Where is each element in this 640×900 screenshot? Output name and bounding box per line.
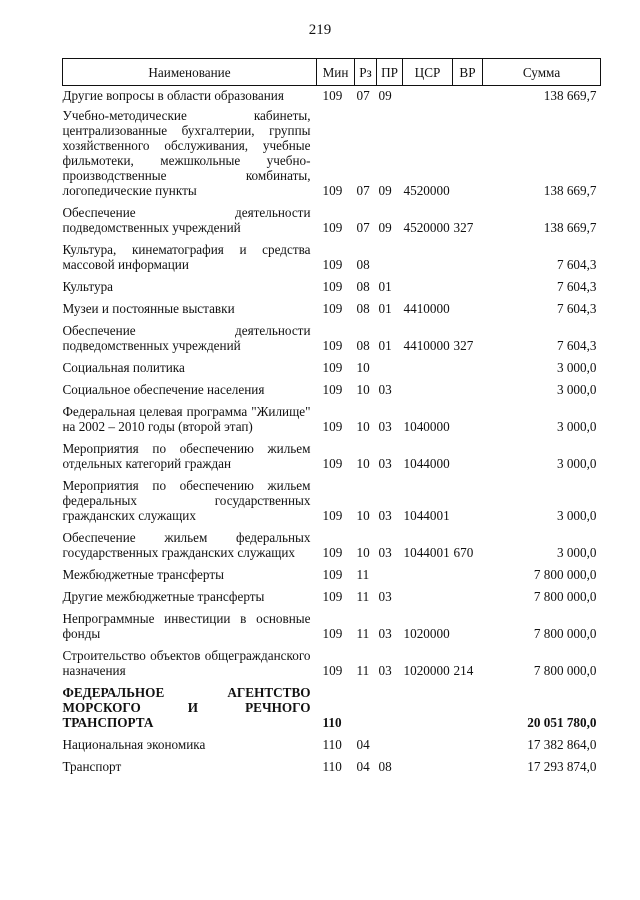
cell-vr [453,279,483,301]
cell-rz: 10 [356,508,370,523]
cell-vr: 214 [453,663,474,678]
cell-vr [453,108,483,205]
cell-min: 109 [322,545,343,560]
cell-name: Непрограммные инвестиции в основные фонды [62,611,311,641]
cell-rz: 08 [356,301,370,316]
cell-name: ФЕДЕРАЛЬНОЕ АГЕНТСТВО МОРСКОГО И РЕЧНОГО ТРАНСПОРТА [62,685,311,730]
table-row [63,301,601,323]
cell-min: 110 [322,715,342,730]
cell-csr [403,685,453,737]
cell-csr: 1044000 [403,456,450,471]
table-body [63,86,601,782]
cell-vr: 327 [453,338,474,353]
cell-min: 109 [322,220,343,235]
cell-csr [403,242,453,279]
cell-min: 109 [322,279,343,294]
cell-vr [453,478,483,530]
cell-vr: 327 [453,220,474,235]
cell-sum: 7 604,3 [556,338,597,353]
cell-rz: 10 [356,545,370,560]
cell-rz [355,685,377,737]
cell-csr [403,279,453,301]
cell-csr: 4410000 [403,338,450,353]
cell-min: 110 [322,737,342,752]
table-row [63,530,601,567]
cell-rz: 11 [356,663,370,678]
cell-min: 109 [322,257,343,272]
cell-pr: 03 [378,589,392,604]
cell-name: Учебно-методические кабинеты, централизованные бухгалтерии, группы хозяйственного обслуживания, учебные фильмотеки, межшкольные учебно-производственные комбинаты, логопедические пункты [62,108,311,198]
cell-rz: 04 [356,737,370,752]
cell-pr [377,567,403,589]
cell-name: Строительство объектов общегражданского назначения [62,648,311,678]
cell-min: 109 [322,183,343,198]
cell-pr: 01 [378,301,392,316]
table-row [63,242,601,279]
cell-rz: 07 [356,220,370,235]
cell-pr [377,242,403,279]
cell-csr: 1040000 [403,419,450,434]
cell-csr [403,382,453,404]
cell-pr: 09 [378,220,392,235]
cell-sum: 3 000,0 [556,508,597,523]
cell-pr: 03 [378,663,392,678]
cell-rz: 11 [356,589,370,604]
table-row [63,611,601,648]
cell-sum: 17 293 874,0 [527,759,597,774]
table-row [63,685,601,737]
cell-csr: 1044001 [403,545,450,560]
cell-min: 109 [322,301,343,316]
cell-min: 109 [322,88,343,103]
cell-csr: 1020000 [403,626,450,641]
cell-name: Национальная экономика [62,737,206,752]
budget-table [62,58,601,781]
cell-csr: 4520000 [403,183,450,198]
cell-name: Транспорт [62,759,122,774]
cell-sum: 7 800 000,0 [533,589,597,604]
cell-vr [453,589,483,611]
cell-vr [453,301,483,323]
cell-rz: 10 [356,382,370,397]
cell-min: 109 [322,567,343,582]
cell-csr [403,86,453,109]
cell-min: 110 [322,759,342,774]
cell-sum: 7 800 000,0 [533,663,597,678]
table-header [63,59,601,86]
cell-vr [453,611,483,648]
cell-rz: 10 [356,456,370,471]
cell-csr: 4520000 [403,220,450,235]
cell-pr [377,737,403,759]
cell-vr [453,567,483,589]
cell-sum: 138 669,7 [543,183,597,198]
cell-sum: 20 051 780,0 [527,715,597,730]
cell-name: Другие межбюджетные трансферты [62,589,265,604]
table-row [63,108,601,205]
cell-pr: 03 [378,626,392,641]
cell-name: Культура, кинематография и средства массовой информации [62,242,311,272]
cell-pr [377,360,403,382]
cell-rz: 08 [356,338,370,353]
table-row [63,737,601,759]
page-number: 219 [308,22,332,38]
cell-name: Социальная политика [62,360,185,375]
cell-csr [403,759,453,781]
cell-rz: 10 [356,360,370,375]
cell-vr [453,242,483,279]
header-csr: ЦСР [403,59,453,86]
cell-min: 109 [322,508,343,523]
cell-csr [403,737,453,759]
table-row [63,279,601,301]
cell-csr: 1044001 [403,508,450,523]
cell-sum: 7 800 000,0 [533,567,597,582]
cell-sum: 3 000,0 [556,360,597,375]
cell-min: 109 [322,626,343,641]
table-row [63,567,601,589]
header-rz: Рз [355,59,377,86]
cell-vr [453,737,483,759]
cell-min: 109 [322,338,343,353]
cell-sum: 138 669,7 [543,220,597,235]
cell-pr: 01 [378,279,392,294]
cell-sum: 3 000,0 [556,456,597,471]
header-name: Наименование [63,59,317,86]
cell-name: Федеральная целевая программа "Жилище" на 2002 – 2010 годы (второй этап) [62,404,311,434]
cell-min: 109 [322,382,343,397]
table-row [63,323,601,360]
header-min: Мин [317,59,355,86]
table-row [63,404,601,441]
header-pr: ПР [377,59,403,86]
cell-min: 109 [322,663,343,678]
cell-sum: 138 669,7 [543,88,597,103]
cell-name: Мероприятия по обеспечению жильем федеральных государственных гражданских служащих [62,478,311,523]
table-row [63,759,601,781]
cell-name: Обеспечение деятельности подведомственных учреждений [62,205,311,235]
header-sum: Сумма [483,59,601,86]
table-row [63,205,601,242]
cell-rz: 11 [356,567,370,582]
cell-sum: 3 000,0 [556,419,597,434]
table-row [63,86,601,109]
cell-pr: 08 [378,759,392,774]
table-row [63,589,601,611]
cell-rz: 08 [356,279,370,294]
cell-pr [377,685,403,737]
cell-csr [403,360,453,382]
cell-name: Другие вопросы в области образования [62,88,284,103]
cell-vr [453,86,483,109]
table-row [63,441,601,478]
cell-min: 109 [322,360,343,375]
cell-sum: 7 800 000,0 [533,626,597,641]
cell-pr: 03 [378,419,392,434]
cell-pr: 01 [378,338,392,353]
cell-vr [453,404,483,441]
cell-min: 109 [322,589,343,604]
cell-sum: 3 000,0 [556,382,597,397]
cell-csr [403,589,453,611]
table-row [63,360,601,382]
cell-csr: 1020000 [403,663,450,678]
cell-sum: 3 000,0 [556,545,597,560]
cell-name: Социальное обеспечение населения [62,382,265,397]
cell-rz: 07 [356,183,370,198]
cell-vr [453,360,483,382]
cell-name: Обеспечение жильем федеральных государственных гражданских служащих [62,530,311,560]
cell-rz: 04 [356,759,370,774]
cell-sum: 7 604,3 [556,257,597,272]
table-row [63,648,601,685]
cell-pr: 03 [378,508,392,523]
cell-min: 109 [322,419,343,434]
cell-name: Культура [62,279,114,294]
table-row [63,382,601,404]
cell-csr [403,567,453,589]
cell-vr: 670 [453,545,474,560]
cell-csr: 4410000 [403,301,450,316]
cell-sum: 7 604,3 [556,301,597,316]
header-vr: ВР [453,59,483,86]
cell-pr: 09 [378,88,392,103]
cell-vr [453,441,483,478]
cell-rz: 08 [356,257,370,272]
cell-pr: 09 [378,183,392,198]
cell-pr: 03 [378,545,392,560]
table-row [63,478,601,530]
cell-pr: 03 [378,382,392,397]
cell-vr [453,685,483,737]
cell-sum: 17 382 864,0 [527,737,597,752]
cell-vr [453,759,483,781]
cell-sum: 7 604,3 [556,279,597,294]
cell-vr [453,382,483,404]
cell-name: Мероприятия по обеспечению жильем отдельных категорий граждан [62,441,311,471]
cell-pr: 03 [378,456,392,471]
cell-min: 109 [322,456,343,471]
cell-rz: 10 [356,419,370,434]
cell-rz: 07 [356,88,370,103]
cell-name: Обеспечение деятельности подведомственных учреждений [62,323,311,353]
cell-name: Музеи и постоянные выставки [62,301,235,316]
cell-rz: 11 [356,626,370,641]
cell-name: Межбюджетные трансферты [62,567,224,582]
